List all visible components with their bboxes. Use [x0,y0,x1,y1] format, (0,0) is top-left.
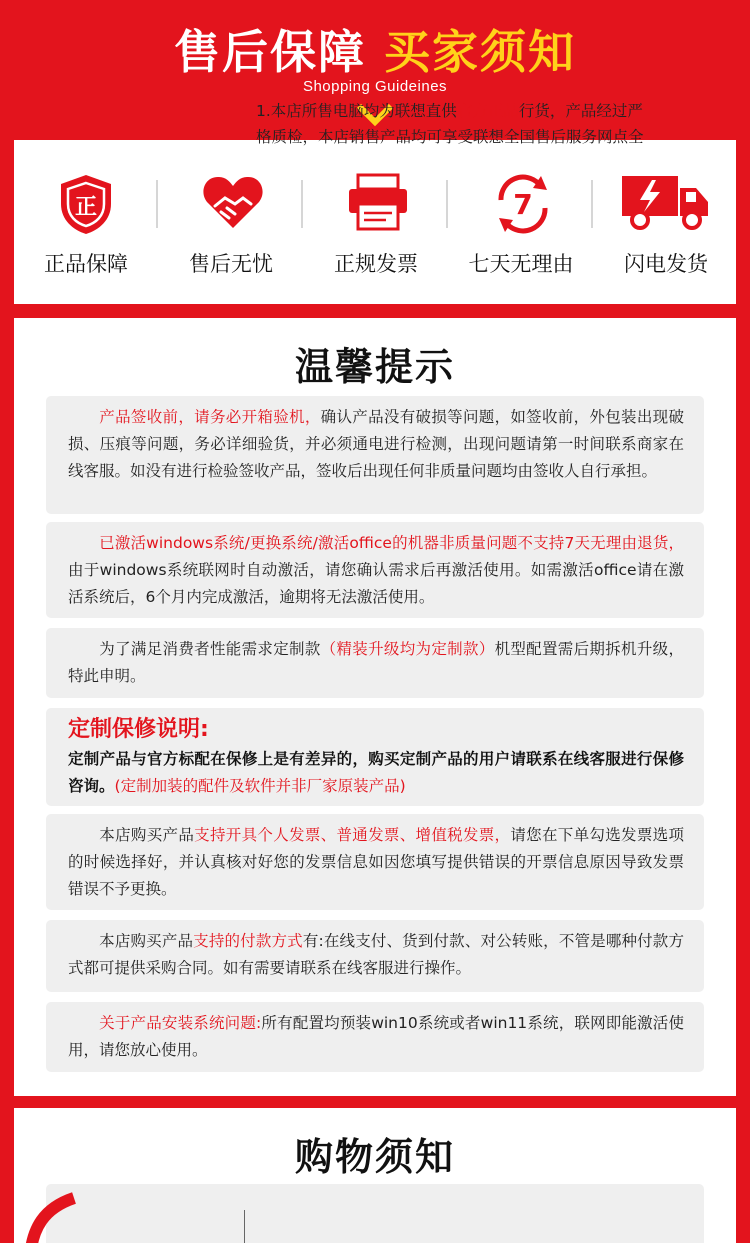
notice-text: 请您在下单勾选发票选项的时候选择好，并认真核对好您的发票信息如因您填写提供错误的开票信息原因导致发票错误不予更换。 [68,826,684,898]
notice-card-activation [46,522,704,618]
notice-text: 本店购买产品 [99,932,194,950]
divider [301,180,303,228]
guarantee-invoice [304,140,448,304]
guarantee-label: 正规发票 [334,252,418,276]
notice-highlight: 支持开具个人发票、普通发票、增值税发票， [194,826,511,844]
title-main: 售后保障 [174,25,366,79]
warranty-note: (定制加装的配件及软件并非厂家原装产品) [114,777,406,795]
notice-text: 确认产品没有破损等问题，如签收前，外包装出现破损、压痕等问题，务必详细验货，并必须通电进行检测，出现问题请第一时间联系商家在线客服。如没有进行检验签收产品，签收后出现任何非质量问题均由签收人自行承担。 [68,408,684,480]
lightning-truck-icon [620,172,712,232]
guarantee-label: 闪电发货 [624,252,708,276]
notice-text: 为了满足消费者性能需求定制款 [99,640,321,658]
notice-card-warranty [46,708,704,806]
notice-highlight: （精装升级均为定制款） [320,640,495,658]
page-title [0,16,750,82]
shopping-text [256,98,676,150]
divider [591,180,593,228]
shopping-highlight: 官方正品 [456,102,519,120]
divider [244,1210,245,1243]
notice-title: 温馨提示 [294,345,455,389]
warranty-text: 定制产品与官方标配在保修上是有差异的，购买定制产品的用户请联系在线客服进行保修咨询。 [68,750,684,795]
genuine-shield-icon [56,172,116,236]
notice-text: 由于windows系统联网时自动激活，请您确认需求后再激活使用。如需激活office请在激活系统后，6个月内完成激活，逾期将无法激活使用。 [68,561,684,606]
notice-highlight: 产品签收前，请务必开箱验机， [99,408,321,426]
notice-text: 所有配置均预装win10系统或者win11系统，联网即能激活使用，请您放心使用。 [68,1014,684,1059]
heart-handshake-icon [201,172,265,232]
decorative-arc [14,1188,94,1243]
notice-highlight: 支持的付款方式 [193,932,303,950]
shopping-line: 1.本店所售电脑均为联想直供 [256,102,457,120]
notice-panel [14,318,736,1096]
guarantee-genuine [14,140,158,304]
title-accent: 买家须知 [384,25,576,79]
notice-highlight: 已激活windows系统/更换系统/激活office的机器非质量问题不支持7天无理由退货， [99,534,684,552]
warranty-heading: 定制保修说明: [68,717,209,742]
notice-card-payment [46,920,704,992]
guarantee-after-sales [159,140,303,304]
notice-highlight: 关于产品安装系统问题: [99,1014,262,1032]
guarantee-seven-days [449,140,593,304]
shopping-panel [14,1108,736,1243]
notice-text: 机型配置需后期拆机升级，特此申明。 [68,640,684,685]
guarantee-label: 七天无理由 [468,252,574,276]
shopping-line: 格质检，本店销售产品均可享受联想全国售后服务网点全 [256,128,644,146]
divider [446,180,448,228]
svg-text:正: 正 [74,195,98,220]
notice-card-inspection [46,396,704,514]
guarantee-fast-shipping [594,140,738,304]
notice-text: 本店购买产品 [99,826,195,844]
notice-card-os-install [46,1002,704,1072]
divider [156,180,158,228]
notice-card-custom-model [46,628,704,698]
invoice-printer-icon [346,172,410,232]
notice-text: 有:在线支付、货到付款、对公转账，不管是哪种付款方式都可提供采购合同。如有需要请联系在线客服进行操作。 [68,932,684,977]
shopping-title: 购物须知 [294,1135,455,1179]
shopping-line: 行货，产品经过严 [518,102,643,120]
page-subtitle: Shopping Guideines [302,78,448,95]
guarantee-label: 售后无忧 [189,252,273,276]
shopping-card [46,1184,704,1243]
svg-text:7: 7 [513,188,533,221]
guarantee-panel [14,140,736,304]
guarantee-label: 正品保障 [44,252,128,276]
seven-day-cycle-icon [491,172,555,236]
notice-card-invoice [46,814,704,910]
